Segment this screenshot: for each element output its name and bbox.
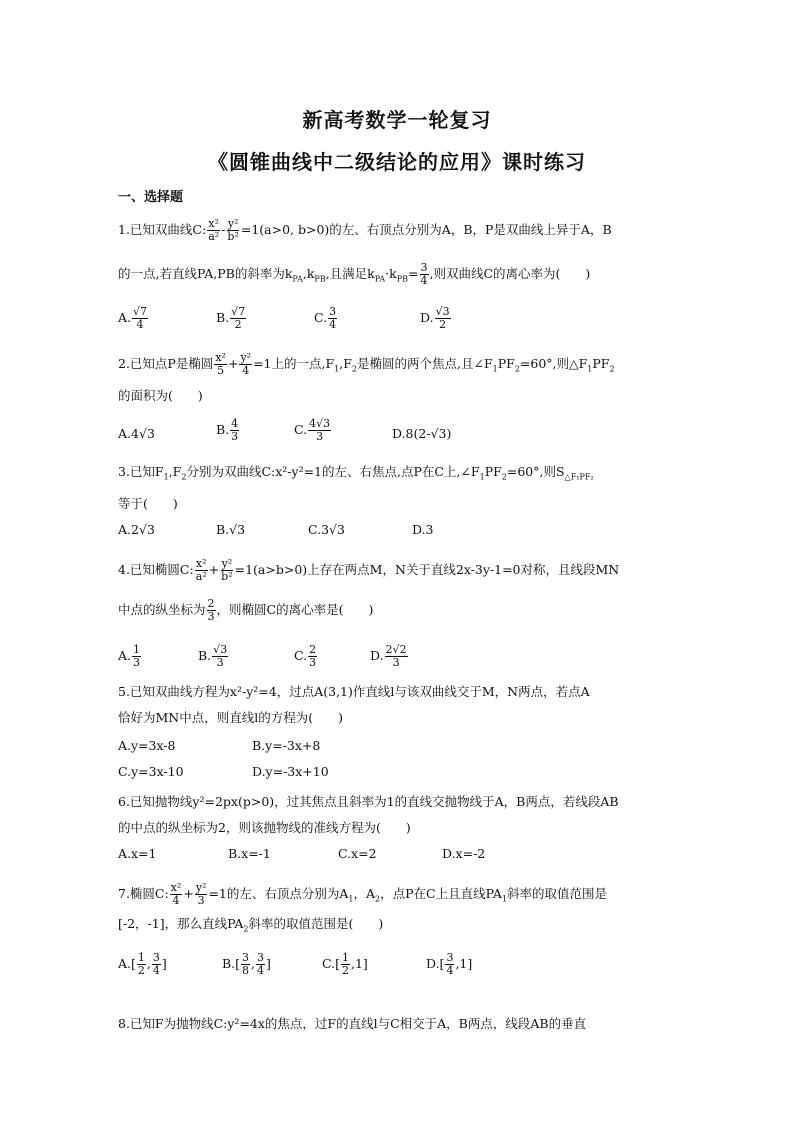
q1-line2: 的一点,若直线PA,PB的斜率为$k_{PA},k_{PB}$,且满足$k_{PA}\cdot k_{PB}=$ $\frac{3}{4}$ ,则双曲线C的离心率为( )	[118, 261, 591, 287]
q3-option-c: C.3√3	[308, 522, 345, 537]
q2-option-b: B. $\frac{4}{3}$	[216, 417, 239, 443]
q5-line1: 5.已知双曲线方程为x²-y²=4，过点A(3,1)作直线l与该双曲线交于M，N两点，若点A	[118, 684, 590, 699]
q3-line2: 等于( )	[118, 496, 178, 511]
q3-option-d: D.3	[412, 522, 434, 537]
q5-option-d: D.y=-3x+10	[252, 764, 329, 779]
q7-option-c: C.[ $\frac{1}{2}$ ,1]	[322, 951, 368, 977]
q1-option-a: A. $\frac{√7}{4}$	[118, 305, 148, 331]
q7-option-b: B.[ $\frac{3}{8}$ , $\frac{3}{4}$ ]	[222, 951, 271, 977]
q1-option-b: B. $\frac{√7}{2}$	[216, 305, 246, 331]
q1-option-d: D. $\frac{√3}{2}$	[420, 305, 450, 331]
q7-line2: [-2，-1]，那么直线$PA_2$斜率的取值范围是( )	[118, 916, 384, 934]
q6-option-a: A.x=1	[118, 846, 157, 861]
q3-option-b: B.√3	[216, 522, 246, 537]
q2-line2: 的面积为( )	[118, 388, 203, 403]
q4-line2: 中点的纵坐标为 $\frac{2}{3}$ ，则椭圆C的离心率是( )	[118, 597, 374, 623]
q4-option-d: D. $\frac{2√2}{3}$	[370, 643, 407, 669]
q3-line1: 3.已知$F_1,F_2$分别为双曲线C:x²-y²=1的左、右焦点,点P在C上$,\angle F_1PF_2=60^\circ$,则$S_{\triangle F_1PF_2}$	[118, 464, 594, 482]
q2-line1: 2.已知点P是椭圆 $\frac{\text{x²}}{5}$ + $\frac{\text{y²}}{4}$ =1上的一点$,F_1,F_2$是椭圆的两个焦点,且$\angle F_1PF_2=60^\circ$,则$\triangle F_1PF_2$	[118, 351, 615, 377]
q4-option-b: B. $\frac{√3}{3}$	[198, 643, 228, 669]
q5-option-c: C.y=3x-10	[118, 764, 184, 779]
q5-option-b: B.y=-3x+8	[252, 738, 321, 753]
q5-line2: 恰好为MN中点，则直线l的方程为( )	[118, 710, 343, 725]
q6-line1: 6.已知抛物线y²=2px(p>0)，过其焦点且斜率为1的直线交抛物线于A，B两点，若线段AB	[118, 794, 619, 809]
doc-subtitle: 《圆锥曲线中二级结论的应用》课时练习	[208, 150, 586, 174]
q6-option-c: C.x=2	[338, 846, 377, 861]
q7-line1: 7.椭圆C: $\frac{\text{x²}}{4}$ + $\frac{\text{y²}}{3}$ =1的左、右顶点分别为$A_1$，$A_2$，点P在C上且直线$PA_1$斜率的取值范围是	[118, 881, 607, 907]
q2-option-a: A.4√3	[118, 426, 155, 441]
q1-line1: 1.已知双曲线C: $\frac{\text{x²}}{\text{a²}}$ - $\frac{\text{y²}}{\text{b²}}$ =1(a>0, b>0)的左、右顶点分别为A，B，P是双曲线上异于A，B	[118, 217, 612, 243]
q2-option-d: D.8(2-√3)	[392, 426, 452, 441]
q7-option-a: A.[ $\frac{1}{2}$ , $\frac{3}{4}$ ]	[118, 951, 167, 977]
section-heading: 一、选择题	[118, 190, 184, 205]
q7-option-d: D.[ $\frac{3}{4}$ ,1]	[426, 951, 473, 977]
q6-option-d: D.x=-2	[442, 846, 486, 861]
q4-line1: 4.已知椭圆C: $\frac{\text{x²}}{\text{a²}}$ + $\frac{\text{y²}}{\text{b²}}$ =1(a>b>0)上存在两点M，N关于直线2x-3y-1=0对称，且线段MN	[118, 557, 620, 583]
q6-line2: 的中点的纵坐标为2，则该抛物线的准线方程为( )	[118, 820, 411, 835]
q8-line1: 8.已知F为抛物线C:y²=4x的焦点，过F的直线l与C相交于A，B两点，线段AB的垂直	[118, 1016, 587, 1031]
q4-option-a: A. $\frac{1}{3}$	[118, 643, 141, 669]
q4-option-c: C. $\frac{2}{3}$	[294, 643, 317, 669]
q5-option-a: A.y=3x-8	[118, 738, 176, 753]
q6-option-b: B.x=-1	[228, 846, 271, 861]
q1-option-c: C. $\frac{3}{4}$	[314, 305, 337, 331]
doc-title: 新高考数学一轮复习	[302, 108, 492, 132]
q2-option-c: C. $\frac{4√3}{3}$	[294, 417, 331, 443]
q3-option-a: A.2√3	[118, 522, 155, 537]
